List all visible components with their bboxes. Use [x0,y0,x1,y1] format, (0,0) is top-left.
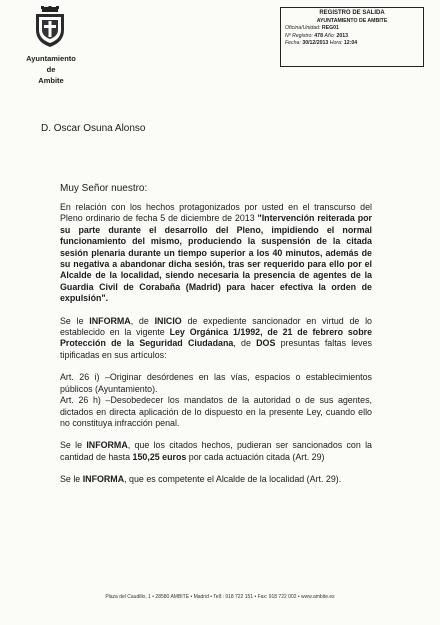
notice-dos: DOS [256,338,276,349]
stamp-year-label: Año: [324,32,336,39]
stamp-number-label: Nº Registro: [285,32,313,39]
articles-list [60,372,372,429]
article-item: Art. 26 h) –Desobedecer los mandatos de la autoridad o de sus agentes, dictados en directa aplicación de lo dispuesto en la presente Ley, cuando ello no constituya infracción penal. [60,395,372,428]
notice-text-4: , de [233,338,257,349]
municipal-coat-of-arms-icon [33,6,67,48]
facts-quote: "Intervención reiterada por su parte durante el desarrollo del Pleno, impidiendo el normal funcionamiento del mismo, produciendo la suspensión de la citada sesión plenaria durante un tiempo superior a los 40 minutos, además de su negativa a abandonar dicha sesión, tras ser requerido para ello por el Alcalde de la localidad, siendo necesaria la presencia de agentes de la Guardia Civil de Corabaña (Madrid) para hacer efectiva la orden de expulsión". [60,213,372,304]
competence-text-1: Se le [60,474,83,485]
stamp-office-value: REG01 [321,25,339,32]
stamp-number-value: 478 [314,32,323,39]
stamp-date-value: 30/12/2013 [302,39,329,46]
recipient-name: D. Oscar Osuna Alonso [41,123,146,134]
sanction-text-2: , que los citados hechos, pudieran ser sancionados con la cantidad de hasta [60,440,372,462]
stamp-date-row [285,40,419,47]
notice-informa: INFORMA [89,315,131,326]
stamp-date-label: Fecha: [285,39,301,46]
facts-intro: En relación con los hechos protagonizados por usted en el transcurso del Pleno ordinario de fecha 5 de diciembre de 2013 [60,202,372,224]
footer-contact: Plaza del Caudillo, 1 • 28580 AMBITE • Madrid • Telf.: 918 722 151 • Fax: 918 722 002 • www.ambite.es [105,594,335,600]
sanction-informa: INFORMA [86,440,128,451]
sanction-text-3: por cada actuación citada (Art. 29) [186,451,325,462]
notice-text-2: , de [130,315,155,326]
paragraph-notice [60,316,372,362]
stamp-number-row [285,33,419,40]
stamp-time-label: Hora: [329,39,343,46]
sanction-text-1: Se le [60,440,87,451]
article-item: Art. 26 i) –Originar desórdenes en las vías, espacios o establecimientos públicos (Ayuntamiento). [60,372,372,394]
notice-text-3: de expediente sancionador en virtud de lo establecido en la vigente [60,315,372,338]
competence-informa: INFORMA [82,474,125,485]
notice-text-1: Se le [60,315,90,326]
stamp-office-row [285,25,419,32]
competence-text-2: , que es competente el Alcalde de la localidad (Art. 29). [124,474,342,485]
org-line-1: Ayuntamiento [26,54,76,63]
sanction-amount: 150,25 euros [132,451,187,462]
org-line-2: de [46,65,56,74]
org-line-3: Ambite [38,76,64,85]
paragraph-facts [60,202,372,305]
registry-stamp [280,7,424,67]
paragraph-competence [60,474,372,485]
paragraph-sanction [60,440,372,463]
stamp-time-value: 12:04 [343,39,358,46]
stamp-office-label: Oficina/Unidad: [285,25,321,32]
notice-text-5: presuntas faltas leves tipificadas en sus artículos: [60,338,372,360]
salutation: Muy Señor nuestro: [60,183,148,194]
notice-law: Ley Orgánica 1/1992, de 21 de febrero sobre Protección de la Seguridad Ciudadana [60,327,373,349]
stamp-year-value: 2013 [336,32,349,39]
stamp-org: AYUNTAMIENTO DE AMBITE [316,18,388,25]
municipality-name [10,53,92,86]
notice-inicio: INICIO [154,315,182,326]
stamp-title: REGISTRO DE SALIDA [319,10,385,16]
letter-body [60,202,372,497]
